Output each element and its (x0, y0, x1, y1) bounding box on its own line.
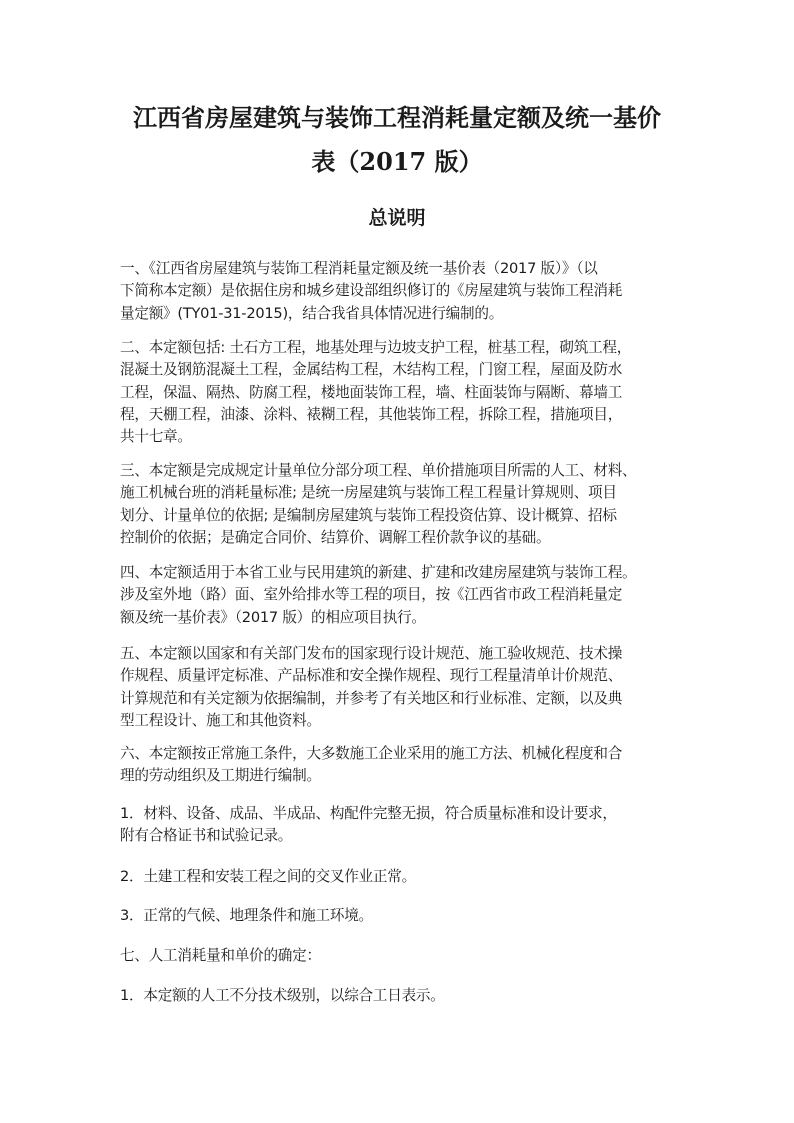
paragraph-line: 涉及室外地（路）面、室外给排水等工程的项目，按《江西省市政工程消耗量定 (120, 586, 623, 604)
paragraph-line: 施工机械台班的消耗量标准; 是统一房屋建筑与装饰工程工程量计算规则、项目 (120, 484, 617, 502)
paragraph-line: 2．土建工程和安装工程之间的交叉作业正常。 (120, 868, 416, 885)
paragraph-7 (120, 945, 680, 967)
paragraph-line: 共十七章。 (120, 428, 192, 446)
paragraph-5 (120, 643, 680, 732)
paragraph-line: 量定额》(TY01-31-2015)，结合我省具体情况进行编制的。 (120, 304, 504, 322)
document-title-line-1: 江西省房屋建筑与装饰工程消耗量定额及统一基价 (133, 103, 661, 132)
paragraph-6 (120, 743, 680, 788)
paragraph-item-2 (120, 866, 680, 888)
paragraph-line: 七、人工消耗量和单价的确定： (120, 947, 321, 964)
paragraph-line: 控制价的依据；是确定合同价、结算价、调解工程价款争议的基础。 (120, 528, 551, 546)
paragraph-line: 一、《江西省房屋建筑与装饰工程消耗量定额及统一基价表（2017 版）》（以 (120, 260, 598, 277)
paragraph-4 (120, 562, 680, 629)
paragraph-line: 四、本定额适用于本省工业与民用建筑的新建、扩建和改建房屋建筑与装饰工程。 (120, 564, 637, 581)
paragraph-line: 计算规范和有关定额为依据编制，并参考了有关地区和行业标准、定额，以及典 (120, 689, 623, 707)
paragraph-line: 三、本定额是完成规定计量单位分部分项工程、单价措施项目所需的人工、材料、 (120, 462, 637, 479)
paragraph-line: 理的劳动组织及工期进行编制。 (120, 767, 321, 785)
paragraph-line: 五、本定额以国家和有关部门发布的国家现行设计规范、施工验收规范、技术操 (120, 645, 623, 662)
paragraph-line: 二、本定额包括: 土石方工程，地基处理与边坡支护工程，桩基工程，砌筑工程， (120, 339, 632, 356)
paragraph-line: 下简称本定额）是依据住房和城乡建设部组织修订的《房屋建筑与装饰工程消耗 (120, 282, 623, 300)
paragraph-line: 工程，保温、隔热、防腐工程，楼地面装饰工程，墙、柱面装饰与隔断、幕墙工 (120, 383, 623, 401)
paragraph-line: 型工程设计、施工和其他资料。 (120, 711, 321, 729)
paragraph-3 (120, 460, 680, 549)
paragraph-line: 混凝土及钢筋混凝土工程，金属结构工程，木结构工程，门窗工程，屋面及防水 (120, 361, 623, 379)
paragraph-line: 作规程、质量评定标准、产品标准和安全操作规程、现行工程量清单计价规范、 (120, 667, 623, 685)
document-title-line-2: 表（2017 版） (311, 147, 483, 176)
paragraph-line: 1．本定额的人工不分技术级别，以综合工日表示。 (120, 987, 445, 1004)
paragraph-line: 附有合格证书和试验记录。 (120, 827, 293, 845)
paragraph-item-1 (120, 803, 680, 848)
paragraph-1 (120, 258, 680, 325)
paragraph-item-7-1 (120, 985, 680, 1007)
section-heading: 总说明 (368, 207, 426, 229)
paragraph-line: 六、本定额按正常施工条件，大多数施工企业采用的施工方法、机械化程度和合 (120, 745, 623, 762)
paragraph-line: 划分、计量单位的依据; 是编制房屋建筑与装饰工程投资估算、设计概算、招标 (120, 506, 617, 524)
paragraph-line: 额及统一基价表》（2017 版）的相应项目执行。 (120, 608, 426, 626)
paragraph-2 (120, 337, 680, 448)
paragraph-item-3 (120, 905, 680, 927)
document-title (100, 96, 694, 184)
paragraph-line: 1．材料、设备、成品、半成品、构配件完整无损，符合质量标准和设计要求， (120, 805, 617, 822)
paragraph-line: 3．正常的气候、地理条件和施工环境。 (120, 907, 373, 924)
paragraph-line: 程，天棚工程，油漆、涂料、裱糊工程，其他装饰工程，拆除工程，措施项目， (120, 405, 623, 423)
